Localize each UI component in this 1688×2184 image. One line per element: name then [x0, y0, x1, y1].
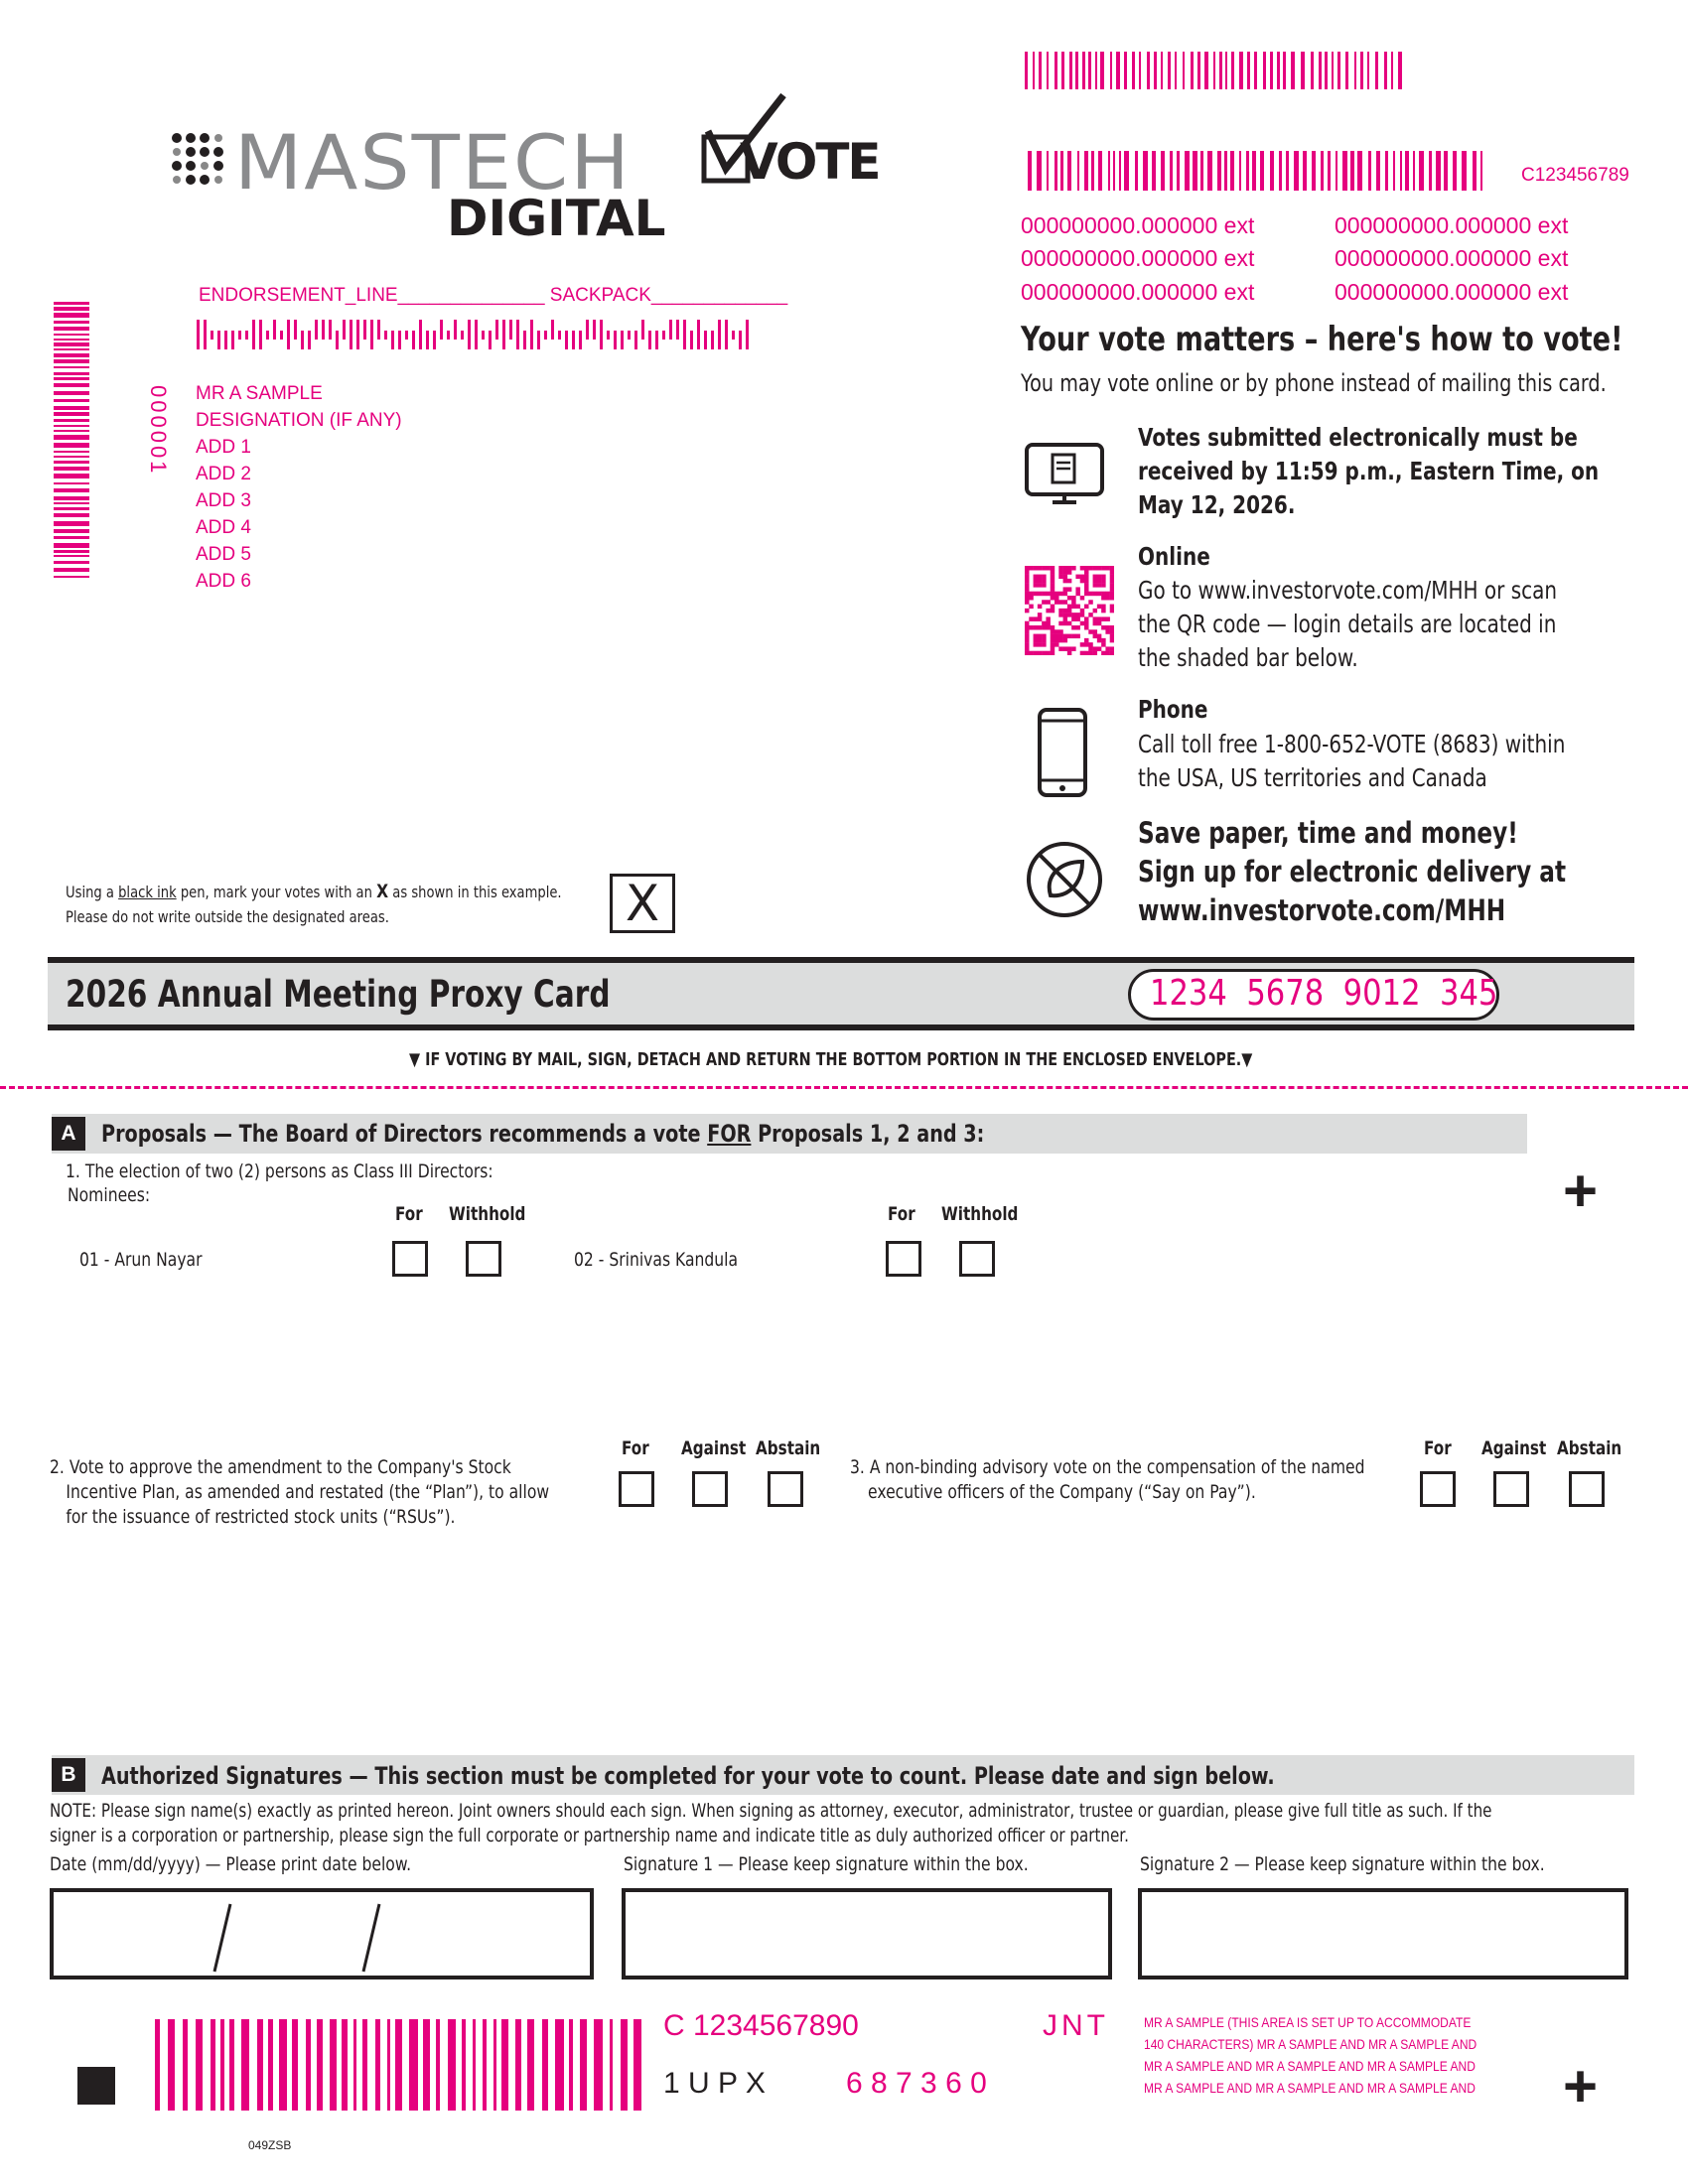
top-barcode	[1025, 52, 1402, 89]
p1-n1-withhold-header: Withhold	[449, 1203, 526, 1225]
save-line-1: Save paper, time and money!	[1138, 816, 1518, 850]
online-line-3: the shaded bar below.	[1138, 643, 1358, 672]
address-line-3: ADD 3	[196, 490, 251, 511]
proposal-3-line-1: 3. A non-binding advisory vote on the compensation of the named	[850, 1456, 1365, 1478]
address-name: MR A SAMPLE	[196, 383, 323, 404]
footer-code-2: JNT	[1043, 2009, 1109, 2042]
proposal-2-for-checkbox[interactable]	[619, 1471, 654, 1507]
signature-2-box[interactable]	[1138, 1888, 1628, 1979]
address-line-5: ADD 5	[196, 544, 251, 565]
deadline-text	[1138, 421, 1599, 522]
footer-code-1: C 1234567890	[663, 2009, 859, 2042]
instruction-post: pen, mark your votes with an	[176, 883, 377, 901]
nominee-2-withhold-checkbox[interactable]	[959, 1241, 995, 1277]
company-logo	[171, 118, 667, 247]
online-line-2: the QR code — login details are located in	[1138, 610, 1557, 638]
instruction-end: as shown in this example.	[388, 883, 562, 901]
logo-dot-grid-icon	[171, 132, 228, 190]
proposal-2-line-2: Incentive Plan, as amended and restated (the “Plan”), to allow	[66, 1481, 550, 1503]
date-slash-marks	[54, 1892, 590, 1976]
p1-n2-withhold-header: Withhold	[941, 1203, 1019, 1225]
footer-sample-text	[1144, 2011, 1477, 2099]
registration-plus-bottom: +	[1563, 2053, 1599, 2119]
proposal-2-against-checkbox[interactable]	[692, 1471, 728, 1507]
vertical-barcode	[54, 302, 89, 582]
proposal-1-text: 1. The election of two (2) persons as Class III Directors:	[66, 1160, 493, 1182]
signature-2-label: Signature 2 — Please keep signature within the box.	[1140, 1853, 1545, 1875]
form-code: 049ZSB	[248, 2138, 292, 2152]
online-title: Online	[1138, 542, 1210, 571]
footer-sample-line-4: MR A SAMPLE AND MR A SAMPLE AND MR A SAMPLE AND	[1144, 2080, 1476, 2096]
nominee-2-for-checkbox[interactable]	[886, 1241, 921, 1277]
detach-perforation	[0, 1086, 1688, 1089]
signature-1-box[interactable]	[622, 1888, 1112, 1979]
instruction-x: X	[376, 881, 389, 902]
example-x-mark: X	[625, 875, 660, 932]
ext-line-3: 000000000.000000 ext	[1021, 279, 1255, 305]
save-line-3[interactable]: www.investorvote.com/MHH	[1138, 893, 1506, 927]
date-label: Date (mm/dd/yyyy) — Please print date below.	[50, 1853, 412, 1875]
detach-instruction	[409, 1049, 1252, 1070]
ext-line-2: 000000000.000000 ext	[1021, 245, 1255, 271]
signature-note-line-1: NOTE: Please sign name(s) exactly as printed hereon. Joint owners should each sign. When signing as attorney, executor, administrator, trustee or guardian, please give full title as such. If the	[50, 1800, 1492, 1822]
footer-sample-line-1: MR A SAMPLE (THIS AREA IS SET UP TO ACCOMMODATE	[1144, 2014, 1472, 2030]
ext-line-5: 000000000.000000 ext	[1335, 245, 1569, 271]
ext-line-4: 000000000.000000 ext	[1335, 212, 1569, 238]
p2-against-header: Against	[681, 1437, 747, 1459]
logo-mastech-text: MASTECH	[234, 118, 632, 206]
nominee-1-withhold-checkbox[interactable]	[466, 1241, 501, 1277]
phone-text	[1138, 728, 1565, 795]
p3-for-header: For	[1424, 1437, 1452, 1459]
marking-instructions	[66, 880, 562, 929]
address-designation: DESIGNATION (IF ANY)	[196, 410, 402, 431]
vote-logo	[700, 91, 880, 191]
vote-subhead: You may vote online or by phone instead of mailing this card.	[1021, 369, 1607, 397]
proposal-3-text	[850, 1455, 1365, 1505]
section-b-letter: B	[52, 1758, 85, 1792]
p2-abstain-header: Abstain	[756, 1437, 821, 1459]
save-paper-text	[1138, 814, 1566, 930]
footer-code-4: 6 8 7 3 6 0	[846, 2067, 987, 2100]
nominee-2-name: 02 - Srinivas Kandula	[574, 1249, 739, 1271]
qr-code-icon[interactable]	[1025, 566, 1114, 655]
mobile-phone-icon	[1037, 707, 1088, 798]
instruction-pre: Using a	[66, 883, 119, 901]
proposal-3-line-2: executive officers of the Company (“Say on Pay”).	[868, 1481, 1256, 1503]
footer-sample-line-2: 140 CHARACTERS) MR A SAMPLE AND MR A SAMPLE AND	[1144, 2036, 1477, 2052]
vote-headline: Your vote matters – here's how to vote!	[1021, 320, 1623, 359]
section-a-title	[101, 1120, 984, 1148]
proposal-2-abstain-checkbox[interactable]	[768, 1471, 803, 1507]
signature-note	[50, 1799, 1491, 1848]
proposal-3-against-checkbox[interactable]	[1493, 1471, 1529, 1507]
phone-line-1: Call toll free 1-800-652-VOTE (8683) within	[1138, 730, 1566, 758]
ext-line-6: 000000000.000000 ext	[1335, 279, 1569, 305]
vote-logo-text: VOTE	[740, 133, 880, 191]
p3-abstain-header: Abstain	[1557, 1437, 1622, 1459]
down-triangle-left-icon: ▼	[409, 1049, 426, 1070]
instruction-line-2: Please do not write outside the designated areas.	[66, 907, 389, 926]
p1-n2-for-header: For	[888, 1203, 915, 1225]
online-text	[1138, 574, 1557, 675]
computer-monitor-icon	[1023, 441, 1106, 510]
instruction-black-ink: black ink	[118, 883, 177, 901]
deadline-line-3: May 12, 2026.	[1138, 490, 1296, 519]
p2-for-header: For	[622, 1437, 649, 1459]
p3-against-header: Against	[1481, 1437, 1547, 1459]
footer-code-3: 1 U P X	[663, 2067, 766, 2100]
phone-title: Phone	[1138, 695, 1208, 724]
proposal-3-for-checkbox[interactable]	[1420, 1471, 1456, 1507]
proposal-3-abstain-checkbox[interactable]	[1569, 1471, 1605, 1507]
detach-text: IF VOTING BY MAIL, SIGN, DETACH AND RETURN THE BOTTOM PORTION IN THE ENCLOSED ENVELOPE.	[425, 1049, 1242, 1070]
proposal-2-line-3: for the issuance of restricted stock units (“RSUs”).	[66, 1506, 456, 1528]
endorsement-line: ENDORSEMENT_LINE______________ SACKPACK_____________	[199, 285, 788, 306]
example-mark-box	[610, 874, 675, 933]
registration-plus-top: +	[1563, 1158, 1599, 1224]
ext-line-1: 000000000.000000 ext	[1021, 212, 1255, 238]
p1-n1-for-header: For	[395, 1203, 423, 1225]
vertical-code: 000001	[146, 385, 171, 477]
deadline-line-1: Votes submitted electronically must be	[1138, 423, 1578, 452]
deadline-line-2: received by 11:59 p.m., Eastern Time, on	[1138, 457, 1600, 485]
section-a-letter: A	[52, 1117, 85, 1151]
proxy-card-title: 2026 Annual Meeting Proxy Card	[66, 973, 611, 1016]
address-line-2: ADD 2	[196, 464, 251, 484]
proposal-2-line-1: 2. Vote to approve the amendment to the Company's Stock	[50, 1456, 511, 1478]
control-barcode	[1028, 151, 1484, 191]
control-number: C123456789	[1521, 165, 1629, 186]
section-b-title: Authorized Signatures — This section must be completed for your vote to count. Please date and sign below.	[101, 1762, 1275, 1790]
logo-digital-text: DIGITAL	[447, 190, 666, 247]
nominee-1-name: 01 - Arun Nayar	[79, 1249, 203, 1271]
address-line-6: ADD 6	[196, 571, 251, 592]
address-line-4: ADD 4	[196, 517, 251, 538]
section-a-title-for: FOR	[707, 1120, 752, 1148]
alignment-square	[77, 2067, 115, 2105]
online-line-1: Go to www.investorvote.com/MHH or scan	[1138, 576, 1558, 605]
postal-barcode	[197, 320, 753, 349]
phone-line-2: the USA, US territories and Canada	[1138, 763, 1487, 792]
down-triangle-right-icon: ▼	[1241, 1049, 1253, 1070]
date-input-box[interactable]	[50, 1888, 594, 1979]
section-a-title-post: Proposals 1, 2 and 3:	[751, 1120, 985, 1148]
signature-note-line-2: signer is a corporation or partnership, please sign the full corporate or partnership name and indicate title as duly authorized officer or partner.	[50, 1825, 1129, 1846]
instruction-line-1	[66, 880, 562, 904]
bottom-barcode	[155, 2019, 637, 2111]
footer-sample-line-3: MR A SAMPLE AND MR A SAMPLE AND MR A SAMPLE AND	[1144, 2058, 1476, 2074]
card-control-number: 1234 5678 9012 345	[1150, 973, 1498, 1014]
nominees-label: Nominees:	[68, 1184, 151, 1206]
proposal-2-text	[50, 1455, 549, 1530]
nominee-1-for-checkbox[interactable]	[392, 1241, 428, 1277]
signature-1-label: Signature 1 — Please keep signature within the box.	[624, 1853, 1029, 1875]
save-line-2: Sign up for electronic delivery at	[1138, 855, 1567, 888]
address-line-1: ADD 1	[196, 437, 251, 458]
section-a-title-pre: Proposals — The Board of Directors recommends a vote	[101, 1120, 708, 1148]
no-paper-leaf-icon	[1025, 840, 1104, 919]
